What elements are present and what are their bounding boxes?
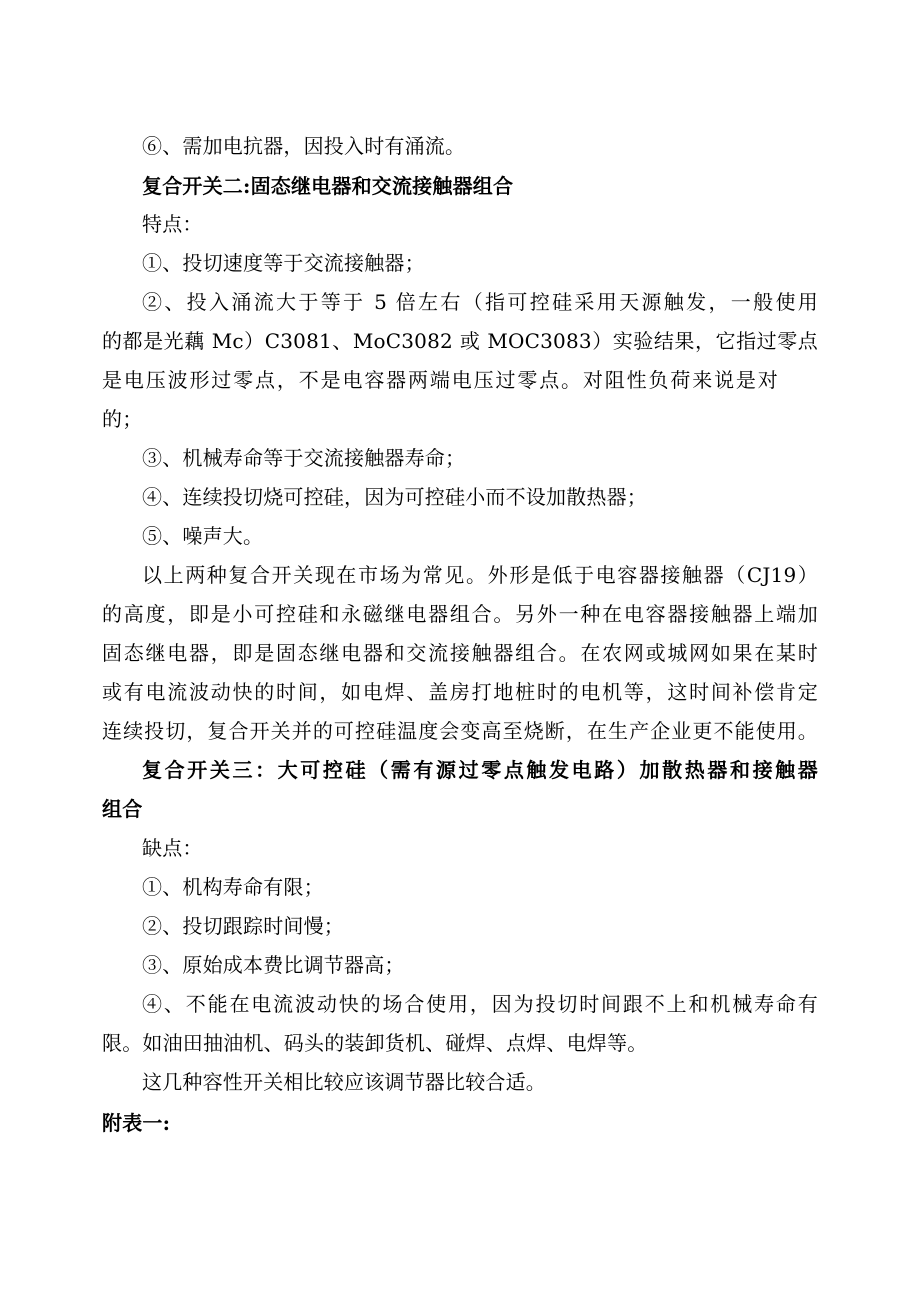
list-item-4: ④、连续投切烧可控硅，因为可控硅小而不设加散热器； <box>142 485 647 509</box>
list-item-2-line-3: 是电压波形过零点，不是电容器两端电压过零点。对阻性负荷来说是对 <box>102 368 778 392</box>
section-heading-switch-3-line-2: 组合 <box>102 797 143 821</box>
list-item-2-line-1: ②、投入涌流大于等于 5 倍左右（指可控硅采用天源触发，一般使用 <box>142 290 818 314</box>
list-item-3: ③、机械寿命等于交流接触器寿命； <box>142 446 466 470</box>
paragraph-line-1: 以上两种复合开关现在市场为常见。外形是低于电容器接触器（CJ19） <box>142 563 818 587</box>
disadvantage-item-3: ③、原始成本费比调节器高； <box>142 953 405 977</box>
list-item-5: ⑤、噪声大。 <box>142 524 264 548</box>
list-item-2-line-2: 的都是光藕 Mc）C3081、MoC3082 或 MOC3083）实验结果，它指过零点 <box>102 329 818 353</box>
appendix-table-heading: 附表一: <box>102 1111 171 1135</box>
disadvantage-item-2: ②、投切跟踪时间慢； <box>142 914 344 938</box>
paragraph-line-4: 或有电流波动快的时间，如电焊、盖房打地桩时的电机等，这时间补偿肯定 <box>102 680 818 704</box>
disadvantages-label: 缺点： <box>142 836 203 860</box>
section-heading-switch-3-line-1: 复合开关三：大可控硅（需有源过零点触发电路）加散热器和接触器 <box>142 758 818 782</box>
paragraph-line-3: 固态继电器，即是固态继电器和交流接触器组合。在农网或城网如果在某时 <box>102 641 818 665</box>
section-heading-switch-2: 复合开关二:固态继电器和交流接触器组合 <box>142 174 514 198</box>
conclusion-text: 这几种容性开关相比较应该调节器比较合适。 <box>142 1070 546 1094</box>
disadvantage-item-4-line-2: 限。如油田抽油机、码头的装卸货机、碰焊、点焊、电焊等。 <box>102 1031 648 1055</box>
disadvantage-item-1: ①、机构寿命有限； <box>142 875 324 899</box>
list-item-1: ①、投切速度等于交流接触器； <box>142 251 425 275</box>
disadvantage-item-4-line-1: ④、不能在电流波动快的场合使用，因为投切时间跟不上和机械寿命有 <box>142 992 818 1016</box>
features-label: 特点： <box>142 212 203 236</box>
list-item-2-line-4: 的； <box>102 407 143 431</box>
paragraph-line-2: 的高度，即是小可控硅和永磁继电器组合。另外一种在电容器接触器上端加 <box>102 602 818 626</box>
list-item-6: ⑥、需加电抗器，因投入时有涌流。 <box>142 134 466 158</box>
paragraph-line-5: 连续投切，复合开关并的可控硅温度会变高至烧断，在生产企业更不能使用。 <box>102 719 818 743</box>
